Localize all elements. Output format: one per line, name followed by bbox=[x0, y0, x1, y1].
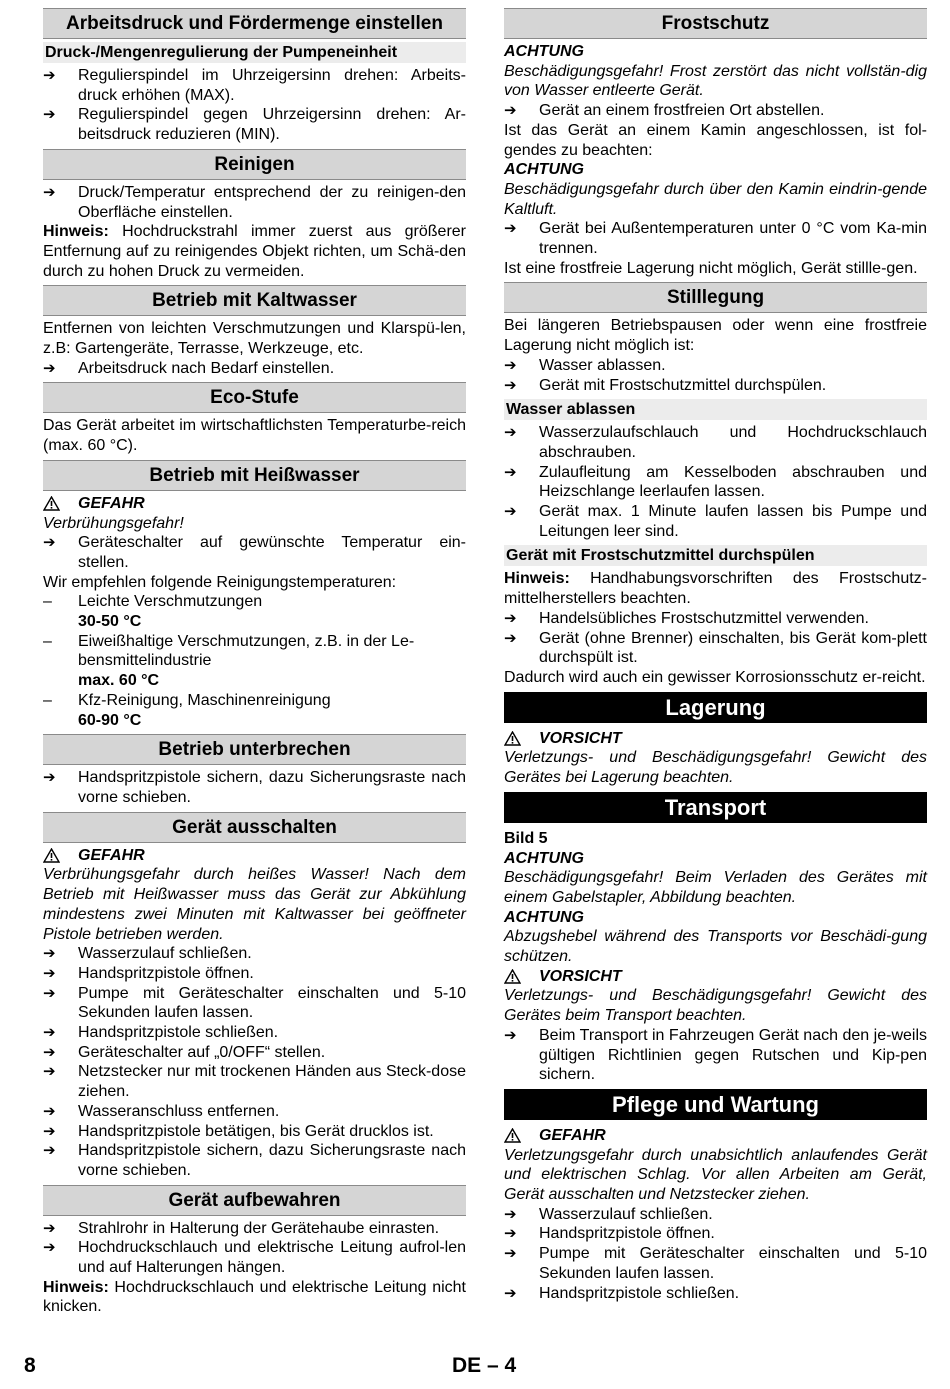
warning-triangle-icon bbox=[43, 496, 60, 511]
arrow-right-icon: ➔ bbox=[43, 359, 56, 377]
list-item: ➔ Gerät max. 1 Minute laufen lassen bis Pumpe und Leitungen leer sind. bbox=[504, 503, 927, 540]
arrow-right-icon: ➔ bbox=[504, 1284, 517, 1302]
heading-aufbewahren: Gerät aufbewahren bbox=[43, 1185, 466, 1216]
list-item: – Kfz-Reinigung, Maschinenreinigung bbox=[43, 691, 331, 709]
warning-text: Beschädigungsgefahr! Frost zerstört das nicht vollstän-dig von Wasser entleerte Gerät. bbox=[504, 62, 927, 100]
arrow-right-icon: ➔ bbox=[43, 106, 56, 124]
arrow-right-icon: ➔ bbox=[43, 945, 56, 963]
arrow-right-icon: ➔ bbox=[504, 1225, 517, 1243]
heading-reinigen: Reinigen bbox=[43, 149, 466, 180]
achtung-label: ACHTUNG bbox=[504, 908, 584, 926]
arrow-right-icon: ➔ bbox=[504, 503, 517, 521]
list-item: ➔ Gerät mit Frostschutzmittel durchspülen. bbox=[504, 376, 827, 394]
list-item: ➔ Handspritzpistole sichern, dazu Sicherungsraste nach vorne schieben. bbox=[43, 1142, 466, 1179]
heading-eco: Eco-Stufe bbox=[43, 382, 466, 413]
arrow-right-icon: ➔ bbox=[43, 183, 56, 201]
warning-label: GEFAHR bbox=[43, 494, 466, 514]
list-item: ➔ Gerät (ohne Brenner) einschalten, bis Gerät kom-plett durchspült ist. bbox=[504, 629, 927, 667]
figure-reference: Bild 5 bbox=[504, 829, 548, 847]
dash-bullet: – bbox=[43, 632, 52, 650]
warning-text: Abzugshebel während des Transports vor Beschädi-gung schützen. bbox=[504, 928, 927, 966]
paragraph: Das Gerät arbeitet im wirtschaftlichsten Temperaturbe-reich (max. 60 °C). bbox=[43, 417, 466, 455]
list-item: ➔ Handspritzpistole schließen. bbox=[43, 1024, 279, 1042]
hinweis-paragraph: Hinweis: Hochdruckschlauch und elektrische Leitung nicht knicken. bbox=[43, 1278, 466, 1316]
paragraph: Bei längeren Betriebspausen oder wenn eine frostfreie Lagerung nicht möglich ist: bbox=[504, 317, 927, 355]
list-item: ➔ Netzstecker nur mit trockenen Händen aus Steck-dose ziehen. bbox=[43, 1063, 466, 1101]
hinweis-paragraph: Hinweis: Handhabungsvorschriften des Frostschutz-mittelherstellers beachten. bbox=[504, 570, 927, 608]
arrow-right-icon: ➔ bbox=[504, 424, 517, 442]
arrow-right-icon: ➔ bbox=[43, 67, 56, 84]
heading-heisswasser: Betrieb mit Heißwasser bbox=[43, 460, 466, 491]
list-item: ➔ Geräteschalter auf „0/OFF“ stellen. bbox=[43, 1043, 326, 1061]
list-item: ➔ Handspritzpistole öffnen. bbox=[504, 1225, 715, 1243]
heading-lagerung: Lagerung bbox=[504, 692, 927, 723]
arrow-right-icon: ➔ bbox=[43, 769, 56, 787]
arrow-right-icon: ➔ bbox=[504, 1245, 517, 1263]
warning-label: VORSICHT bbox=[504, 967, 927, 987]
arrow-right-icon: ➔ bbox=[43, 534, 56, 552]
achtung-label: ACHTUNG bbox=[504, 43, 584, 60]
warning-text: Beschädigungsgefahr durch über den Kamin eindrin-gende Kaltluft. bbox=[504, 180, 927, 218]
list-item: ➔ Handspritzpistole öffnen. bbox=[43, 964, 254, 982]
heading-kaltwasser: Betrieb mit Kaltwasser bbox=[43, 285, 466, 316]
list-item: ➔ Wasseranschluss entfernen. bbox=[43, 1102, 280, 1120]
list-item: ➔ Handspritzpistole sichern, dazu Sicherungsraste nach vorne schieben. bbox=[43, 769, 466, 806]
paragraph: Entfernen von leichten Verschmutzungen und Klarspü-len, z.B: Gartengeräte, Terrasse, Werkzeuge, etc. bbox=[43, 320, 466, 358]
list-item: ➔ Strahlrohr in Halterung der Gerätehaube einrasten. bbox=[43, 1219, 440, 1237]
hinweis-paragraph: Hinweis: Hochdruckstrahl immer zuerst aus größerer Entfernung auf zu reinigendes Objekt richten, um Schä-den durch zu hohen Druck zu vermeiden. bbox=[43, 223, 466, 280]
list-item: ➔ Wasserzulauf schließen. bbox=[43, 945, 252, 963]
list-item: ➔ Geräteschalter auf gewünschte Temperatur ein-stellen. bbox=[43, 534, 466, 571]
list-item: ➔ Wasserzulaufschlauch und Hochdruckschlauch abschrauben. bbox=[504, 424, 927, 461]
arrow-right-icon: ➔ bbox=[504, 609, 517, 627]
list-item: – Leichte Verschmutzungen bbox=[43, 593, 263, 611]
warning-text: Beschädigungsgefahr! Beim Verladen des Gerätes mit einem Gabelstapler, Abbildung beachten. bbox=[504, 869, 927, 906]
list-item: ➔ Handspritzpistole betätigen, bis Gerät drucklos ist. bbox=[43, 1122, 434, 1140]
arrow-right-icon: ➔ bbox=[504, 629, 517, 647]
paragraph: Ist das Gerät an einem Kamin angeschlossen, ist fol-gendes zu beachten: bbox=[504, 121, 927, 159]
arrow-right-icon: ➔ bbox=[504, 102, 517, 120]
arrow-right-icon: ➔ bbox=[504, 220, 517, 238]
paragraph: Wir empfehlen folgende Reinigungstemperaturen: bbox=[43, 573, 397, 591]
heading-ausschalten: Gerät ausschalten bbox=[43, 812, 466, 843]
arrow-right-icon: ➔ bbox=[504, 1026, 517, 1044]
temperature-value: 60-90 °C bbox=[78, 711, 142, 729]
arrow-right-icon: ➔ bbox=[43, 964, 56, 982]
achtung-label: ACHTUNG bbox=[504, 161, 584, 179]
right-column bbox=[504, 8, 927, 1303]
warning-triangle-icon bbox=[504, 969, 521, 984]
list-item: – Eiweißhaltige Verschmutzungen, z.B. in der Le-bensmittelindustrie bbox=[43, 632, 415, 670]
list-item: ➔ Regulierspindel gegen Uhrzeigersinn drehen: Ar-beitsdruck reduzieren (MIN). bbox=[43, 106, 466, 144]
arrow-right-icon: ➔ bbox=[43, 1043, 56, 1061]
arrow-right-icon: ➔ bbox=[43, 1142, 56, 1160]
arrow-right-icon: ➔ bbox=[43, 1063, 56, 1081]
arrow-right-icon: ➔ bbox=[504, 356, 517, 374]
warning-triangle-icon bbox=[504, 1128, 521, 1143]
list-item: ➔ Wasserzulauf schließen. bbox=[504, 1205, 713, 1223]
heading-frostschutz: Frostschutz bbox=[504, 8, 927, 39]
list-item: ➔ Handspritzpistole schließen. bbox=[504, 1284, 740, 1302]
page-number: 8 bbox=[24, 1354, 36, 1377]
arrow-right-icon: ➔ bbox=[43, 1219, 56, 1237]
warning-text: Verbrühungsgefahr! bbox=[43, 514, 184, 532]
warning-triangle-icon bbox=[43, 848, 60, 863]
arrow-right-icon: ➔ bbox=[504, 463, 517, 481]
list-item: ➔ Beim Transport in Fahrzeugen Gerät nach den je-weils gültigen Richtlinien gegen Rutschen und Kip-pen sichern. bbox=[504, 1026, 927, 1084]
list-item: ➔ Hochdruckschlauch und elektrische Leitung aufrol-len und auf Halterungen hängen. bbox=[43, 1239, 466, 1277]
arrow-right-icon: ➔ bbox=[504, 376, 517, 394]
paragraph: Dadurch wird auch ein gewisser Korrosionsschutz er-reicht. bbox=[504, 668, 926, 686]
list-item: ➔ Arbeitsdruck nach Bedarf einstellen. bbox=[43, 359, 335, 377]
temperature-value: max. 60 °C bbox=[78, 672, 160, 690]
list-item: ➔ Druck/Temperatur entsprechend der zu reinigen-den Oberfläche einstellen. bbox=[43, 183, 466, 221]
warning-label: VORSICHT bbox=[504, 729, 927, 749]
warning-text: Verletzungs- und Beschädigungsgefahr! Gewicht des Gerätes bei Lagerung beachten. bbox=[504, 749, 927, 787]
page-label: DE – 4 bbox=[452, 1354, 517, 1377]
warning-text: Verletzungsgefahr durch unabsichtlich anlaufendes Gerät und elektrischen Schlag. Vor allen Arbeiten am Gerät, Gerät ausschalten und Netzstecker ziehen. bbox=[504, 1146, 927, 1204]
subheading-frostschutzmittel: Gerät mit Frostschutzmittel durchspülen bbox=[504, 545, 927, 566]
warning-text: Verletzungs- und Beschädigungsgefahr! Gewicht des Gerätes beim Transport beachten. bbox=[504, 987, 927, 1025]
warning-triangle-icon bbox=[504, 731, 521, 746]
dash-bullet: – bbox=[43, 593, 52, 611]
left-column bbox=[43, 8, 466, 1317]
list-item: ➔ Regulierspindel im Uhrzeigersinn drehen: Arbeits-druck erhöhen (MAX). bbox=[43, 67, 466, 104]
paragraph: Ist eine frostfreie Lagerung nicht möglich, Gerät stillle-gen. bbox=[504, 259, 918, 277]
list-item: ➔ Gerät an einem frostfreien Ort abstellen. bbox=[504, 102, 825, 120]
warning-text: Verbrühungsgefahr durch heißes Wasser! Nach dem Betrieb mit Heißwasser muss das Gerät zur Abkühlung mindestens zwei Minuten mit Kaltwasser bei geöffneter Pistole betrieben werden. bbox=[43, 866, 466, 943]
list-item: ➔ Pumpe mit Geräteschalter einschalten und 5-10 Sekunden laufen lassen. bbox=[504, 1245, 927, 1282]
arrow-right-icon: ➔ bbox=[504, 1205, 517, 1223]
heading-pflege-wartung: Pflege und Wartung bbox=[504, 1089, 927, 1120]
list-item: ➔ Wasser ablassen. bbox=[504, 356, 666, 374]
list-item: ➔ Pumpe mit Geräteschalter einschalten und 5-10 Sekunden laufen lassen. bbox=[43, 984, 466, 1022]
list-item: ➔ Handelsübliches Frostschutzmittel verwenden. bbox=[504, 609, 869, 627]
list-item: ➔ Gerät bei Außentemperaturen unter 0 °C vom Ka-min trennen. bbox=[504, 220, 927, 258]
arrow-right-icon: ➔ bbox=[43, 1102, 56, 1120]
arrow-right-icon: ➔ bbox=[43, 1024, 56, 1042]
dash-bullet: – bbox=[43, 691, 52, 709]
list-item: ➔ Zulaufleitung am Kesselboden abschrauben und Heizschlange leerlaufen lassen. bbox=[504, 463, 927, 501]
arrow-right-icon: ➔ bbox=[43, 984, 56, 1002]
heading-stilllegung: Stilllegung bbox=[504, 282, 927, 313]
subheading-druck: Druck-/Mengenregulierung der Pumpeneinheit bbox=[43, 42, 466, 63]
arrow-right-icon: ➔ bbox=[43, 1239, 56, 1257]
temperature-value: 30-50 °C bbox=[78, 613, 142, 631]
heading-arbeitsdruck: Arbeitsdruck und Fördermenge einstellen bbox=[43, 8, 466, 39]
subheading-wasser-ablassen: Wasser ablassen bbox=[504, 399, 927, 420]
heading-transport: Transport bbox=[504, 792, 927, 823]
achtung-label: ACHTUNG bbox=[504, 849, 584, 867]
arrow-right-icon: ➔ bbox=[43, 1122, 56, 1140]
warning-label: GEFAHR bbox=[43, 846, 466, 866]
heading-unterbrechen: Betrieb unterbrechen bbox=[43, 734, 466, 765]
warning-label: GEFAHR bbox=[504, 1126, 927, 1146]
